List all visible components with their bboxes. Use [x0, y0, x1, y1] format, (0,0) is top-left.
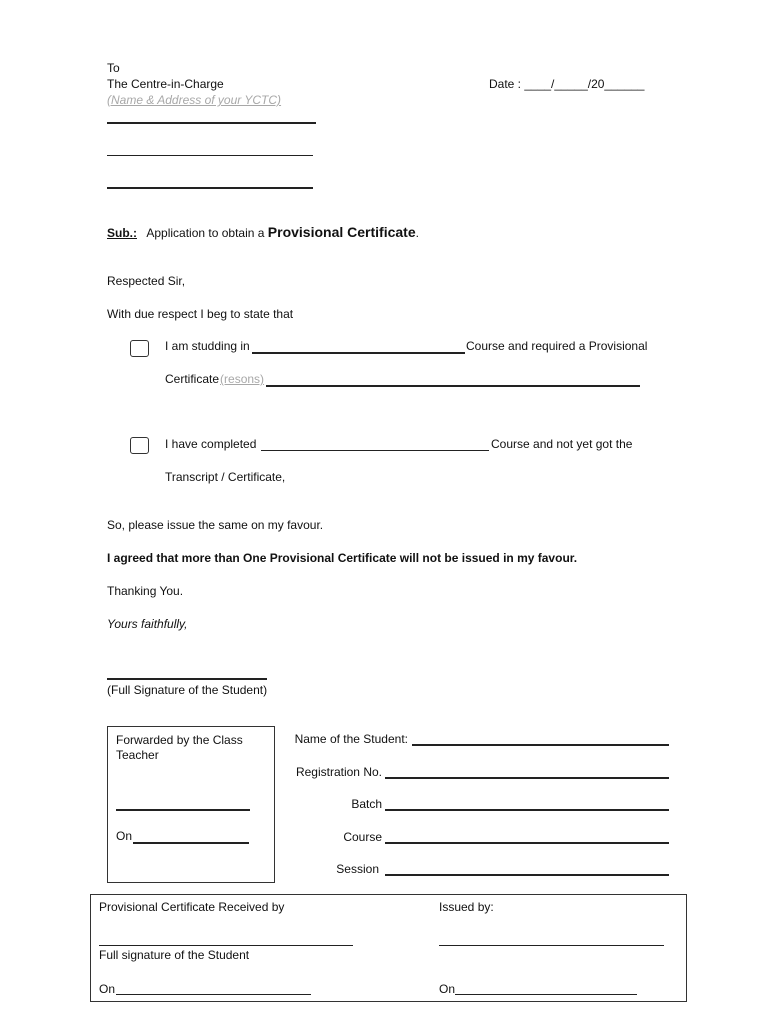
subject-label: Sub.:: [107, 226, 137, 240]
address-line-3[interactable]: [107, 187, 313, 189]
agreement-text: I agreed that more than One Provisional Certificate will not be issued in my favour.: [107, 551, 578, 565]
option1-line2: [165, 372, 264, 387]
receiver-signature-line[interactable]: [99, 945, 353, 946]
forward-on-line[interactable]: [133, 842, 249, 844]
course-line[interactable]: [385, 842, 669, 844]
receipt-on-left-line[interactable]: [116, 994, 311, 995]
forward-line1: Forwarded by the Class: [116, 733, 243, 747]
subject-emphasis: Provisional Certificate: [267, 224, 416, 240]
forward-line2: Teacher: [116, 748, 159, 762]
teacher-signature-line[interactable]: [116, 809, 250, 811]
student-sig-label: Full signature of the Student: [99, 948, 250, 962]
name-line[interactable]: [412, 744, 669, 746]
completed-course-line[interactable]: [261, 450, 489, 451]
registration-label: Registration No.: [295, 765, 382, 779]
course-label: Course: [343, 830, 382, 844]
address-hint: (Name & Address of your YCTC): [107, 93, 282, 107]
completed-checkbox[interactable]: [130, 437, 149, 454]
option1-certificate: Certificate: [165, 372, 220, 386]
issuer-signature-line[interactable]: [439, 945, 664, 946]
session-line[interactable]: [385, 874, 669, 876]
studying-checkbox[interactable]: [130, 340, 149, 357]
request-text: So, please issue the same on my favour.: [107, 518, 324, 532]
studying-course-line[interactable]: [252, 352, 465, 354]
option1-suffix: Course and required a Provisional: [466, 339, 648, 353]
receipt-on-left-label: On: [99, 982, 116, 996]
name-label: Name of the Student:: [294, 732, 408, 746]
closing-text: Yours faithfully,: [107, 617, 188, 631]
registration-line[interactable]: [385, 777, 669, 779]
address-line-2[interactable]: [107, 155, 313, 156]
to-label: To: [107, 61, 120, 75]
salutation: Respected Sir,: [107, 274, 186, 288]
receipt-on-right-line[interactable]: [455, 994, 637, 995]
signature-caption: (Full Signature of the Student): [107, 683, 268, 697]
subject-line: [107, 225, 419, 241]
issued-by-label: Issued by:: [439, 900, 494, 914]
option2-prefix: I have completed: [165, 437, 257, 451]
date-field[interactable]: Date : ____/_____/20______: [489, 77, 645, 91]
option2-suffix: Course and not yet got the: [491, 437, 633, 451]
received-by-label: Provisional Certificate Received by: [99, 900, 285, 914]
forward-on-label: On: [116, 829, 133, 843]
option2-line2: Transcript / Certificate,: [165, 470, 286, 484]
reason-hint: (resons): [220, 372, 265, 386]
thanks-text: Thanking You.: [107, 584, 184, 598]
intro-text: With due respect I beg to state that: [107, 307, 294, 321]
receipt-on-right-label: On: [439, 982, 456, 996]
recipient-title: The Centre-in-Charge: [107, 77, 224, 91]
subject-end: .: [415, 226, 419, 240]
session-label: Session: [336, 862, 379, 876]
subject-text: Application to obtain a: [146, 226, 265, 240]
address-line-1[interactable]: [107, 122, 316, 124]
batch-label: Batch: [351, 797, 382, 811]
student-signature-line[interactable]: [107, 678, 267, 680]
reason-line[interactable]: [266, 385, 640, 387]
option1-prefix: I am studding in: [165, 339, 250, 353]
batch-line[interactable]: [385, 809, 669, 811]
